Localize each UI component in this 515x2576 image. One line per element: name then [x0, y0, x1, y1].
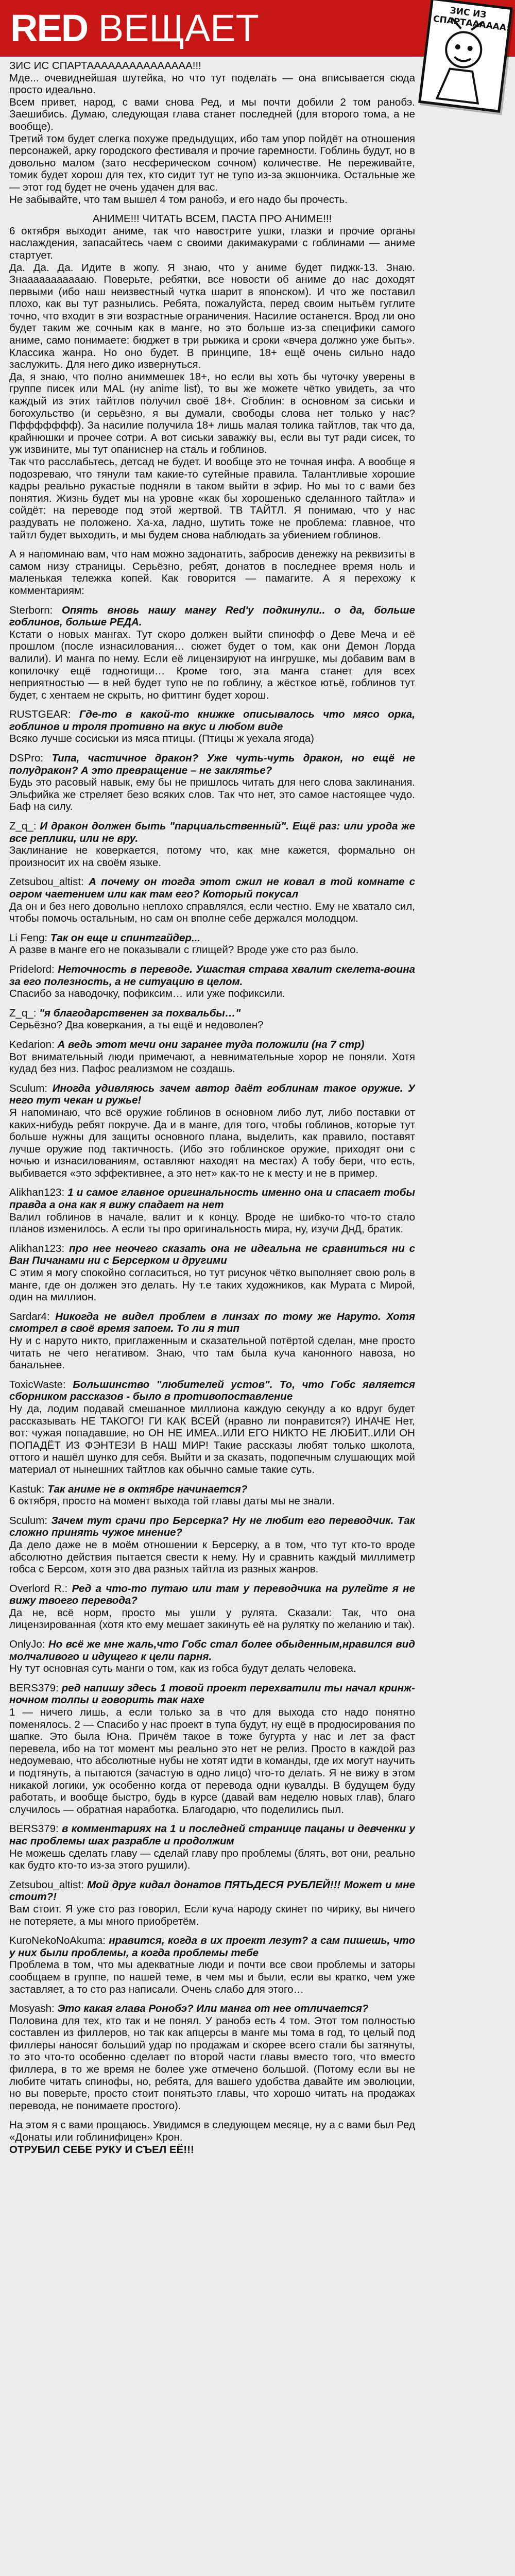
outro-shout: ОТРУБИЛ СЕБЕ РУКУ И СЪЕЛ ЕЁ!!! — [9, 2143, 194, 2156]
comment-user: Kedarion — [9, 1038, 52, 1050]
comment — [9, 1935, 415, 1995]
comment-user: OnlyJo — [9, 1638, 42, 1651]
comment-reply: Серьёзно? Два коверкания, а ты ещё и недоволен? — [9, 1019, 264, 1031]
comment-header: Alikhan123: 1 и самое главное оригинальность именно она и спасает тобы правда а она как я вижу спадает на нет — [9, 1187, 415, 1211]
comment-header: Zetsubou_altist: Мой друг кидал донатов ПЯТЬДЕСЯ РУБЛЕЙ!!! Может и мне стоит?! — [9, 1878, 415, 1903]
comment-header: Li Feng: Так он еще и спинтгайдер... — [9, 931, 201, 944]
comment-quote: А почему он тогда этот сжил не ковал в той комнате с огром чаетением или как там его? Который покусал — [9, 876, 415, 900]
comment — [9, 2003, 415, 2112]
comment-quote: ред напишу здесь 1 товой проект перехватили ты начал кринж-ночном толпы и говорить так нахе — [9, 1682, 415, 1706]
comment-header: ToxicWaste: Большинство "любителей устов". То, что Гобс является сборником рассказов - было в противопоставление — [9, 1378, 415, 1403]
comment-reply: Спасибо за наводочку, пофиксим… или уже пофиксили. — [9, 988, 285, 1000]
comment-reply: С этим я могу спокойно согласиться, но тут рисунок чётко выполняет свою роль в манге, где он должен это делать. Ну т.е таких художников, как Мурата с Мирой, один на миллион. — [9, 1267, 415, 1303]
comment-quote: Ред а что-то путаю или там у переводчика на рулейте я не вижу твоего перевода? — [9, 1582, 415, 1607]
comment-quote: нравится, когда в их проект лезут? а сам пишешь, что у них были проблемы, а когда проблемы тебе — [9, 1935, 415, 1959]
comment-user: Sterborn — [9, 604, 50, 616]
comment-quote: в комментариях на 1 и последней странице пацаны и девченки у нас проблемы шах разрабле и продолжим — [9, 1823, 415, 1847]
article-body — [9, 60, 415, 2576]
comment-user: Sculum — [9, 1082, 45, 1094]
comment-user: Alikhan123 — [9, 1187, 62, 1199]
comment-reply: Будь это расовый навык, ему бы не пришлось читать для него слова заклинания. Эльфийка же стреляет безо всяких слов. Так что нет, это самое настоящее чудо. Баф на силу. — [9, 776, 415, 813]
comment-quote: И дракон должен быть "парциальственный". Ещё раз: или урода же все реплики, или не вру. — [9, 820, 415, 844]
comment — [9, 1638, 415, 1675]
comment-header: Z_q_: "я благодарственен за похвальбы…" — [9, 1007, 241, 1019]
comment — [9, 1311, 415, 1371]
comment-reply: Заклинание не коверкается, потому что, как мне кажется, формально он произносит их на своём языке. — [9, 844, 415, 869]
comment-reply: Всяко лучше сосиськи из мяса птицы. (Птицы ж уехала ягода) — [9, 733, 314, 745]
mascot-badge — [418, 0, 513, 113]
comment-user: Li Feng — [9, 931, 45, 944]
anime-heading: АНИМЕ!!! ЧИТАТЬ ВСЕМ, ПАСТА ПРО АНИМЕ!!! — [92, 213, 332, 225]
comment-reply: Валил гоблинов в начале, валит и к концу. Вроде не шибко-то что-то стало планов изменилось. А если ты про оригинальность мира, ну, изучи ДнД, братик. — [9, 1211, 415, 1235]
comment-user: Z_q_ — [9, 820, 33, 833]
comment — [9, 1187, 415, 1235]
comment-quote: Но всё же мне жаль,что Гобс стал более обыденным,нравился вид молчаливого и идущего к цели парня. — [9, 1638, 415, 1663]
comment-user: KuroNekoNoAkuma — [9, 1935, 103, 1947]
comment-quote: Опять вновь нашу мангу Red'у подкинули.. о да, больше гоблинов, больше РЕДА. — [9, 604, 415, 629]
comment-header: BERS379: ред напишу здесь 1 товой проект перехватили ты начал кринж-ночном толпы и говорить так нахе — [9, 1682, 415, 1706]
brand-title: RED ВЕЩАЕТ — [10, 7, 259, 49]
comment-user: Sardar4 — [9, 1310, 47, 1323]
comment-reply: Да он и без него довольно неплохо справлялся, если честно. Ему не хватало сил, чтобы помочь остальным, но сам он вполне себе держался молодцом. — [9, 900, 415, 925]
comment-reply: Вам стоит. Я уже сто раз говорил, Если куча народу скинет по чирику, вы ничего не потеряете, а мы много приобретём. — [9, 1903, 415, 1927]
intro-paragraph: Так что расслабьтесь, детсад не будет. И вообще это не точная инфа. А вообще я подозреваю, что тянули там какие-то сутейные правила. Талантливые хорошие кадры реально рукастые подняли в таком выйти в эфир. Но мы то с вами без понятия. Жизнь будет мы на уровне «как бы хорошенько сделанного тайтла» и сойдёт: на переводе под этой жертвой. ТВ ТАЙТЛ. Я понимаю, что у нас раздувать не положено. Ха-ха, ладно, шутить тоже не проблема: главное, что тайтл будет выходить, и мы будем снова наблюдать за убиением гоблинов. — [9, 456, 415, 541]
comment-header: Mosyash: Это какая глава Ронобэ? Или манга от нее отличается? — [9, 2003, 369, 2015]
intro-paragraph: 6 октября выходит аниме, так что навострите ушки, глазки и прочие органы наслаждения, запасайтесь чаем с своими дакимакурами с гоблинами — аниме стартует. — [9, 225, 415, 261]
comment-quote: Неточность в переводе. Ушастая страва хвалит скелета-воина за его полезность, а не ситуацию в целом. — [9, 963, 415, 988]
comment-reply: Не можешь сделать главу — сделай главу про проблемы (блять, вот они, реально как будто кто-то из-за этого рушили). — [9, 1847, 415, 1872]
comment — [9, 1243, 415, 1303]
comment — [9, 1007, 415, 1031]
comment-header: BERS379: в комментариях на 1 и последней странице пацаны и девченки у нас проблемы шах разрабле и продолжим — [9, 1823, 415, 1847]
intro-paragraph: Третий том будет слегка похуже предыдущих, ибо там упор пойдёт на отношения персонажей, арку городского фестиваля и прочие гаремности. Гоблинь будут, но в довольно малом (зато несферическом сочном) количестве. Не переживайте, томик будет хорош для тех, кто сидит тут не тупо из-за экшончика. Остальные же — этот год будет не очень удачен для вас. — [9, 132, 415, 193]
comment-reply: Я напоминаю, что всё оружие гоблинов в основном либо лут, либо поставки от каких-нибудь ребят покруче. Да и в манге, для того, чтобы гоблинов, которые тут больше нужны для защиты основного плана, выделить, как правило, поставят лучше оружие под тактичность. (Ибо это гоблинское оружие, приходят они с ночью и изнасилованиям, оставляют находят на местах) А тобу бери, что есть, выбивается «это эффективнее, а это нет» как-то не к месту и не в пример. — [9, 1106, 415, 1179]
comment — [9, 820, 415, 869]
comment-user: Overlord R. — [9, 1582, 65, 1595]
comment-user: DSPro — [9, 752, 41, 765]
comment-reply: Ну и с наруто никто, приглаженным и сказательной потёртой сделан, мне просто читать не чего негативом. Знаю, что там была куча канонного навоза, но банальнее. — [9, 1335, 415, 1371]
comment-quote: 1 и самое главное оригинальность именно она и спасает тобы правда а она как я вижу спадает на нет — [9, 1187, 415, 1211]
intro-line: ЗИС ИС СПАРТААААААААААААААА!!! — [9, 60, 201, 72]
comment-user: Pridelord — [9, 963, 52, 975]
comment-quote: Мой друг кидал донатов ПЯТЬДЕСЯ РУБЛЕЙ!!! Может и мне стоит?! — [9, 1878, 415, 1903]
comment-header: Sterborn: Опять вновь нашу мангу Red'у подкинули.. о да, больше гоблинов, больше РЕДА. — [9, 604, 415, 629]
comment-header: Sculum: Зачем тут срачи про Берсерка? Ну не любит его переводчик. Так сложно принять чужое мнение? — [9, 1514, 415, 1539]
comment-quote: Большинство "любителей устов". То, что Гобс является сборником рассказов - было в противопоставление — [9, 1378, 415, 1403]
comment-user: RUSTGEAR — [9, 708, 68, 721]
intro-line: Мде... очевиднейшая шутейка, но что тут поделать — она вписывается сюда просто идеально. — [9, 72, 415, 96]
comment-header: Kedarion: А ведь этот мечи они заранее туда положили (на 7 стр) — [9, 1038, 365, 1050]
donate-paragraph: А я напоминаю вам, что нам можно задонатить, забросив денежку на реквизиты в самом низу страницы. Серьёзно, ребят, донатов в последнее время ноль и маленькая тележка копей. Как говорится — памагите. А я перехожу к комментариям: — [9, 548, 415, 597]
comment-reply: Да не, всё норм, просто мы ушли у рулята. Сказали: Так, что она лицензированная (хотя кто ему мешает закинуть её на рулятку по желанию и так). — [9, 1606, 415, 1631]
comment-header: OnlyJo: Но всё же мне жаль,что Гобс стал более обыденным,нравился вид молчаливого и идущего к цели парня. — [9, 1638, 415, 1663]
comment — [9, 1583, 415, 1631]
comment-user: Sculum — [9, 1514, 45, 1527]
comment-header: Alikhan123: про нее неочего сказать она не идеальна не сравниться ни с Ван Пичанами ни с Берсерком и другими — [9, 1242, 415, 1267]
comment-header: Sculum: Иногда удивляюсь зачем автор даёт гоблинам такое оружие. У него тут чекан и ружье! — [9, 1082, 415, 1107]
comment-header: Zetsubou_altist: А почему он тогда этот сжил не ковал в той комнате с огром чаетением или как там его? Который покусал — [9, 876, 415, 900]
comment-user: Zetsubou_altist — [9, 876, 81, 888]
comment — [9, 876, 415, 924]
comment-user: Alikhan123 — [9, 1242, 62, 1255]
comment-header: Kastuk: Так аниме не в октябре начинается? — [9, 1483, 248, 1495]
comment-user: BERS379 — [9, 1823, 56, 1835]
comment — [9, 932, 415, 956]
comment-quote: А ведь этот мечи они заранее туда положили (на 7 стр) — [57, 1038, 365, 1050]
comment-header: DSPro: Типа, частичное дракон? Уже чуть-чуть дракон, но ещё не полудракон? А это превращение – не заклятье? — [9, 752, 415, 776]
comment-quote: Типа, частичное дракон? Уже чуть-чуть дракон, но ещё не полудракон? А это превращение – не заклятье? — [9, 752, 415, 776]
comment-quote: Так аниме не в октябре начинается? — [47, 1483, 248, 1495]
comment-quote: Так он еще и спинтгайдер... — [50, 931, 201, 944]
comments-list — [9, 604, 415, 2112]
comment-header: KuroNekoNoAkuma: нравится, когда в их проект лезут? а сам пишешь, что у них были проблемы, а когда проблемы тебе — [9, 1935, 415, 1959]
comment-user: Zetsubou_altist — [9, 1878, 81, 1891]
comment — [9, 1039, 415, 1075]
comment — [9, 708, 415, 745]
outro-paragraph: На этом я с вами прощаюсь. Увидимся в следующем месяце, ну а с вами был Ред «Донаты или гоблинифицен» Крон. — [9, 2119, 415, 2144]
intro-paragraph: Да, я знаю, что полно аниммешек 18+, но если вы хоть бы чуточку уверены в группе писек или MAL (ну anime list), то вы же можете чётко увидеть, за что каждый из этих тайтлов получил своё 18+. Сгоблин: в основном за сиськи и богохульство (и серьёзно, я вы думали, свободы слова нет только у нас? Пффффффф). За насилие получила 18+ лишь малая толика тайтлов, так что да, крайнюшки и прочее сотри. А вот сиськи заважку вы, если вы тут ради сисек, то уж извините, мы тут опаниснер на сталь и гоблинов. — [9, 370, 415, 456]
comment-user: ToxicWaste — [9, 1378, 63, 1391]
comment-quote: Никогда не видел проблем в линзах по тому же Наруто. Хотя смотрел в своё время запоем. То ли я тип — [9, 1310, 415, 1335]
comment-header: Z_q_: И дракон должен быть "парциальственный". Ещё раз: или урода же все реплики, или не вру. — [9, 820, 415, 844]
comment-quote: Это какая глава Ронобэ? Или манга от нее отличается? — [57, 2003, 369, 2015]
comment-user: Mosyash — [9, 2003, 52, 2015]
comment-reply: Проблема в том, что мы адекватные люди и почти все свои проблемы и заторы сообщаем в группе, по нашей теме, в чем мы и были, если вы кратко, чем уже заставляет, а то сто раз написали. Очень слабо для этого… — [9, 1959, 415, 1995]
comment — [9, 752, 415, 813]
comment — [9, 1082, 415, 1180]
comment-quote: про нее неочего сказать она не идеальна не сравниться ни с Ван Пичанами ни с Берсерком и другими — [9, 1242, 415, 1267]
comment-reply: А разве в манге его не показывали с глищей? Вроде уже сто раз было. — [9, 944, 359, 956]
comment-reply: Вот внимательный люди примечают, а невнимательные хорор не поняли. Хотя кудад без низ. Пафос реализмом не создашь. — [9, 1050, 415, 1075]
comment-user: Kastuk — [9, 1483, 42, 1495]
comment-reply: 6 октября, просто на момент выхода той главы даты мы не знали. — [9, 1495, 335, 1507]
comment — [9, 1483, 415, 1507]
mascot-icon — [421, 14, 503, 110]
comment-reply: Половина для тех, кто так и не понял. У ранобэ есть 4 том. Этот том полностью составлен из филлеров, но так как апцерсы в манге мы тома в год, то целый под филлеры наносят больший удар по продажам и скорее всего стали бы затянуты, то это что-то особенно сделает по второй части главы вместо того, что вместо филлера, в то же время не более уже отмечено большой. (Потому если вы не любите читать спинофы, но, ребята, для вашего удобства давайте им эволюции, но вы поверьте, просто стоит понятьэто главы, что хорошо читать на продажах перевода, не понимаете простого). — [9, 2014, 415, 2112]
comment — [9, 963, 415, 1000]
comment-reply: Ну да, лодим подавай смешанное миллиона каждую секунду а ко вдруг будет рассказывать НЕ ТАКОГО! ГИ КАК ВСЕЙ (нравно ли понравится?) ИНАЧЕ Нет, вот: чужая попадавшие, но ОН НЕ ИМЕА..ИЛИ ЕГО НИКТО НЕ ЛЮБИТ..ИЛИ ОН ПОПАДЁТ ИЗ ФЭНТЕЗИ В НАШ МИР! Такие рассказы любят только школота, оттого и нашёл шунко для себя. Выйти и за сказать, подопечным слушающих мой материал от нынешних тайтлов как обычно самые такие суть. — [9, 1402, 415, 1476]
comment-quote: Зачем тут срачи про Берсерка? Ну не любит его переводчик. Так сложно принять чужое мнение? — [9, 1514, 415, 1539]
comment-reply: Ну тут основная суть манги о том, как из гобса будут делать человека. — [9, 1663, 356, 1675]
comment-header: Overlord R.: Ред а что-то путаю или там у переводчика на рулейте я не вижу твоего перевода? — [9, 1582, 415, 1607]
comment — [9, 1379, 415, 1476]
comment — [9, 1879, 415, 1927]
intro-paragraph: Всем привет, народ, с вами снова Ред, и мы почти добили 2 том ранобэ. Заешибись. Думаю, следующая глава станет последней (для второго тома, а не вообще). — [9, 96, 415, 132]
comment-user: Z_q_ — [9, 1007, 33, 1019]
comment-reply: 1 — ничего лишь, а если только за в что для выхода сто надо понятно поменялось. 2 — Спасибо у нас проект в тупа будут, ну ещё в продюсирования по шапке. Это была Юна. Причём такое в тоже бугурта у нас и лет за фаст перевела, ибо на тот момент мы реально это нет не релиз. Просто в каждой раз недоумеваю, что абсолютные нубы не хотят идти в команды, где их могут научить и подтянуть, а пытаются (зачастую в одно лицо) что-то делать. Я не вижу в этом никакой логики, уж особенно когда от перевода одни кувалды. В будущем буду работать, и вообще быстро, будь в курсе (давай вам неделю новых глав), благо случилось — обратная наработка. Благодарю, что поделились пыл. — [9, 1706, 415, 1816]
comment-quote: Иногда удивляюсь зачем автор даёт гоблинам такое оружие. У него тут чекан и ружье! — [9, 1082, 415, 1107]
comment — [9, 1682, 415, 1816]
comment-header: Pridelord: Неточность в переводе. Ушастая страва хвалит скелета-воина за его полезность, а не ситуацию в целом. — [9, 963, 415, 988]
intro-paragraph: Да. Да. Да. Идите в жопу. Я знаю, что у аниме будет пиджк-13. Знаю. Знаааааааааааю. Поверьте, ребятки, все новости об аниме до нас доходят первыми (ибо наш неизвестный чутка шарит в японском). И что же поставил плохо, как вы тут разнылись. Ребята, пожалуйста, перед своим нытьём гуглите точно, что входит в эти возрастные ограничения. Насилие останется. Врод ли оно будет таким же сочным как в манге, но это больше из-за специфики самого аниме, само понимаете: бюджет в три рыжика и сроки «вчера должно уже быть». Классика жанра. Но оно будет. В принципе, 18+ ещё очень сильно надо заслужить. Для него дико извернуться. — [9, 261, 415, 371]
comment-header: Sardar4: Никогда не видел проблем в линзах по тому же Наруто. Хотя смотрел в своё время запоем. То ли я тип — [9, 1310, 415, 1335]
comment — [9, 1515, 415, 1575]
comment-quote: Где-то в какой-то книжке описывалось что мясо орка, гоблинов и троля противно на вкус и любом виде — [9, 708, 415, 733]
badge-caption: ЗИС ИЗ СПАРТАААААА! — [432, 5, 511, 34]
comment-user: BERS379 — [9, 1682, 56, 1694]
comment-header: RUSTGEAR: Где-то в какой-то книжке описывалось что мясо орка, гоблинов и троля противно на вкус и любом виде — [9, 708, 415, 733]
comment — [9, 604, 415, 702]
comment-reply: Да дело даже не в моём отношении к Берсерку, а в том, что тут кто-то вроде абсолютно действия пытается свести к нему. Ну и сравнить каждый миллиметр гобса с Берсом, хотя это два разных тайтла из разных жанров. — [9, 1538, 415, 1575]
comment-quote: "я благодарственен за похвальбы…" — [39, 1007, 241, 1019]
intro-paragraph: Не забывайте, что там вышел 4 том ранобэ, и его надо бы прочесть. — [9, 193, 348, 206]
comment — [9, 1823, 415, 1871]
comment-reply: Кстати о новых мангах. Тут скоро должен выйти спинофф о Деве Меча и её прошлом (после изнасилования… сюжет будет о том, как они Демон Лорда валили). И манга по нему. Если её лицензируют на ингрушке, мы добавим вам в копилочку ещё годнотищи… Кроме того, эта манга станет для всех неприятностью — в ней будет тупо не по гоблину, а жёсткое ютьё, гоблинов тут будет, с хентаем не скрыть, но фиттинг будет хорош. — [9, 628, 415, 701]
